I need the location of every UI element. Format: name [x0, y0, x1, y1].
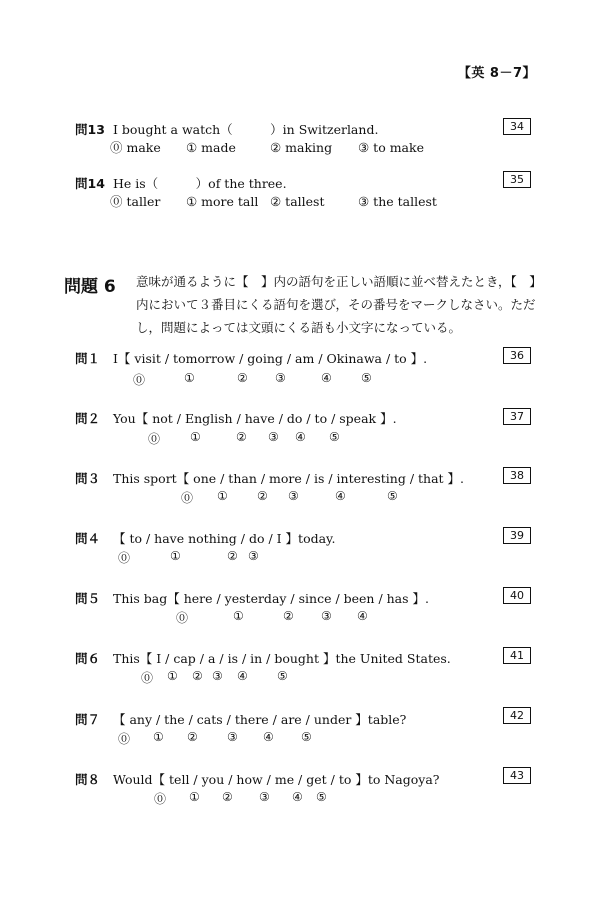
position-marker: ⓪: [118, 551, 131, 565]
position-marker: ②: [192, 669, 203, 683]
position-marker: ⑤: [329, 430, 340, 444]
answer-box-42[interactable]: 42: [503, 707, 531, 724]
position-marker: ②: [236, 430, 247, 444]
position-marker: ⑤: [316, 790, 327, 804]
question-1: [75, 349, 427, 367]
question-number: 問５: [75, 591, 101, 606]
choice[interactable]: ② tallest: [270, 194, 325, 209]
answer-box-35[interactable]: 35: [503, 171, 531, 188]
position-marker: ③: [321, 609, 332, 623]
question-number: 問６: [75, 651, 101, 666]
position-marker: ⓪: [133, 373, 146, 387]
section-instruction: 意味が通るように【 】内の語句を正しい語順に並べ替えたとき，【 】内において３番目にくる語句を選び，その番号をマークしなさい。ただし，問題によっては文頭にくる語も小文字になっている。: [136, 274, 536, 335]
position-marker: ⓪: [118, 732, 131, 746]
question-text: Would【 tell / you / how / me / get / to 】to Nagoya?: [112, 772, 440, 787]
choices-13: [110, 138, 424, 156]
question-number: 問２: [75, 411, 101, 426]
question-5: [75, 589, 429, 607]
question-8: [75, 770, 440, 788]
position-marker: ⓪: [141, 671, 154, 685]
question-3: [75, 469, 464, 487]
choice[interactable]: ③ the tallest: [358, 194, 437, 209]
position-marker: ①: [153, 730, 164, 744]
question-text: I【 visit / tomorrow / going / am / Okinawa / to 】.: [112, 351, 428, 366]
answer-box-36[interactable]: 36: [503, 347, 531, 364]
position-marker: ①: [233, 609, 244, 623]
answer-box-41[interactable]: 41: [503, 647, 531, 664]
position-marker: ⓪: [176, 611, 189, 625]
position-marker: ①: [170, 549, 181, 563]
question-number: 問３: [75, 471, 101, 486]
choice[interactable]: ② making: [270, 140, 333, 155]
question-6: [75, 649, 451, 667]
answer-box-43[interactable]: 43: [503, 767, 531, 784]
answer-box-40[interactable]: 40: [503, 587, 531, 604]
position-marker: ②: [222, 790, 233, 804]
position-marker: ⓪: [148, 432, 161, 446]
position-marker: ③: [259, 790, 270, 804]
question-number: 問14: [75, 176, 105, 191]
position-marker: ②: [257, 489, 268, 503]
choice[interactable]: ⓪ taller: [110, 194, 161, 209]
question-2: [75, 409, 397, 427]
position-marker: ③: [212, 669, 223, 683]
position-marker: ①: [190, 430, 201, 444]
choices-14: [110, 192, 437, 210]
question-number: 問８: [75, 772, 101, 787]
question-text: This bag【 here / yesterday / since / been / has 】.: [112, 591, 430, 606]
choice[interactable]: ⓪ make: [110, 140, 161, 155]
choice[interactable]: ① more tall: [186, 194, 259, 209]
position-marker: ③: [275, 371, 286, 385]
question-number: 問７: [75, 712, 101, 727]
question-13: [75, 120, 378, 138]
position-marker: ④: [321, 371, 332, 385]
section-title: 問題 6: [64, 277, 116, 297]
answer-box-34[interactable]: 34: [503, 118, 531, 135]
position-marker: ③: [288, 489, 299, 503]
position-marker: ⑤: [277, 669, 288, 683]
answer-box-39[interactable]: 39: [503, 527, 531, 544]
question-text: I bought a watch（ ）in Switzerland.: [112, 122, 379, 137]
position-marker: ③: [248, 549, 259, 563]
position-marker: ⑤: [387, 489, 398, 503]
position-marker: ①: [184, 371, 195, 385]
position-marker: ④: [357, 609, 368, 623]
question-14: [75, 174, 287, 192]
question-number: 問１: [75, 351, 101, 366]
position-marker: ①: [217, 489, 228, 503]
question-text: You【 not / English / have / do / to / speak 】.: [112, 411, 397, 426]
question-number: 問13: [75, 122, 105, 137]
question-text: He is（ ）of the three.: [112, 176, 287, 191]
question-7: [75, 710, 406, 728]
question-4: [75, 529, 335, 547]
position-marker: ④: [263, 730, 274, 744]
position-marker: ⑤: [301, 730, 312, 744]
position-marker: ④: [335, 489, 346, 503]
position-marker: ③: [268, 430, 279, 444]
position-marker: ①: [167, 669, 178, 683]
position-marker: ②: [227, 549, 238, 563]
position-marker: ②: [187, 730, 198, 744]
question-text: 【 to / have nothing / do / I 】today.: [112, 531, 336, 546]
position-marker: ①: [189, 790, 200, 804]
question-text: This【 I / cap / a / is / in / bought 】the United States.: [112, 651, 451, 666]
position-marker: ④: [237, 669, 248, 683]
position-marker: ⑤: [361, 371, 372, 385]
answer-box-37[interactable]: 37: [503, 408, 531, 425]
question-text: This sport【 one / than / more / is / interesting / that 】.: [112, 471, 465, 486]
position-marker: ④: [295, 430, 306, 444]
position-marker: ⓪: [154, 792, 167, 806]
question-number: 問４: [75, 531, 101, 546]
position-marker: ④: [292, 790, 303, 804]
answer-box-38[interactable]: 38: [503, 467, 531, 484]
question-text: 【 any / the / cats / there / are / under 】table?: [112, 712, 407, 727]
position-marker: ②: [237, 371, 248, 385]
position-marker: ③: [227, 730, 238, 744]
choice[interactable]: ③ to make: [358, 140, 424, 155]
position-marker: ②: [283, 609, 294, 623]
position-marker: ⓪: [181, 491, 194, 505]
choice[interactable]: ① made: [186, 140, 236, 155]
page-label: 【英 8－7】: [457, 66, 536, 81]
